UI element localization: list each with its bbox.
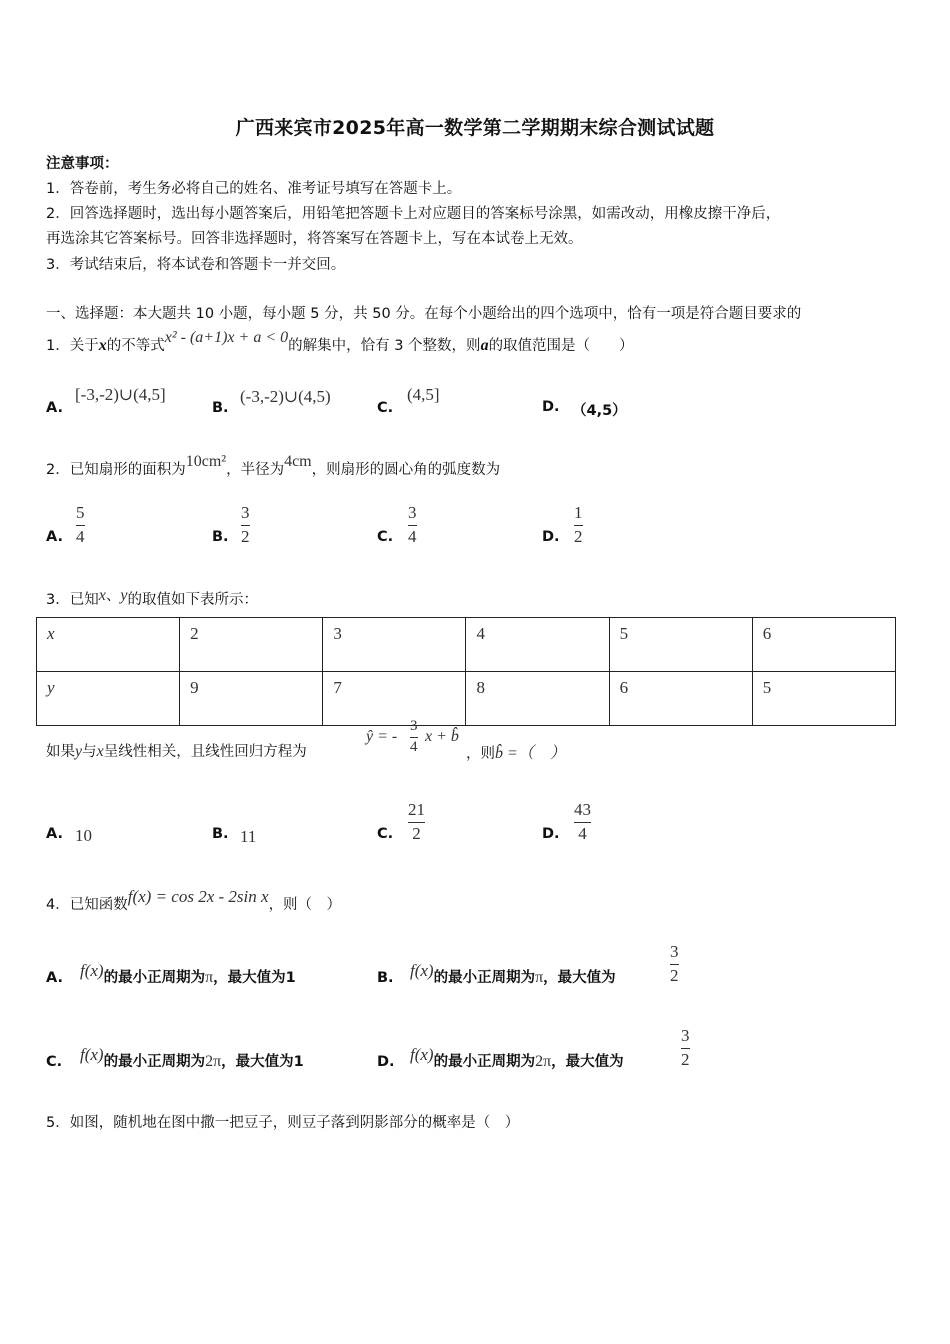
q4-d-max-num: 3: [681, 1026, 690, 1045]
q2-area: 10cm²: [185, 453, 227, 470]
q4-b-fx: f(x): [410, 961, 434, 980]
q4-suffix: ，则（ ）: [268, 897, 342, 913]
q3-ask: [466, 740, 566, 763]
table-cell: 9: [180, 672, 323, 726]
table-cell: 4: [466, 618, 609, 672]
q3-option-c-label: C.: [377, 826, 394, 842]
q2-option-d-label: D.: [542, 529, 560, 545]
question-2-stem: [46, 450, 501, 478]
q4-b-max-num: 3: [670, 942, 679, 961]
q2-option-d-fraction: [574, 503, 583, 547]
table-cell: 2: [180, 618, 323, 672]
q4-a-max: 1: [285, 970, 296, 986]
q3-ask-b: b̂ =（ ）: [495, 745, 566, 762]
q4-d-max-text: ，最大值为: [551, 1054, 624, 1070]
table-cell: 3: [323, 618, 466, 672]
q4-b-period: π: [535, 969, 544, 986]
question-1-stem: [46, 329, 634, 355]
q4-option-d: [410, 1044, 624, 1070]
notice-heading: 注意事项：: [46, 156, 119, 172]
table-row: [37, 672, 896, 726]
q3-option-a: 10: [75, 826, 92, 845]
q3-option-d-fraction: [574, 800, 591, 844]
q2-suffix: ，则扇形的圆心角的弧度数为: [311, 462, 501, 478]
q1-option-b-label: B.: [212, 400, 229, 416]
q1-option-c: (4,5]: [407, 385, 440, 404]
q3-c-num: 21: [408, 800, 425, 819]
q3-option-a-label: A.: [46, 826, 63, 842]
q4-option-b-label: B.: [377, 970, 394, 986]
xy-table: [36, 617, 896, 726]
q2-option-c-label: C.: [377, 529, 394, 545]
q4-c-period: 2π: [205, 1053, 222, 1070]
q3-prefix: 3．已知: [46, 592, 99, 608]
q1-var-a: a: [480, 337, 489, 354]
q1-option-b: (-3,-2)∪(4,5): [240, 387, 331, 406]
q1-mid: 的不等式: [106, 338, 165, 354]
q4-option-b-max-fraction: [670, 942, 679, 986]
table-cell: 8: [466, 672, 609, 726]
q2-d-den: 2: [574, 527, 583, 546]
q3-condition: [46, 740, 307, 761]
q1-inequality: x² - (a+1)x + a < 0: [164, 329, 289, 346]
q1-option-a: [-3,-2)∪(4,5]: [75, 385, 166, 404]
q1-var-x: x: [98, 337, 107, 354]
q4-option-b: [410, 960, 616, 986]
q2-prefix: 2．已知扇形的面积为: [46, 462, 186, 478]
q4-d-period-text: 的最小正周期为: [433, 1054, 536, 1070]
q3-eq-num: 3: [410, 718, 418, 734]
table-cell: 6: [752, 618, 895, 672]
q3-eq-rhs: x + b̂: [425, 728, 459, 745]
q3-x: x: [98, 587, 106, 604]
q2-option-c-fraction: [408, 503, 417, 547]
q4-c-fx: f(x): [80, 1045, 104, 1064]
q3-eq-lhs: ŷ = -: [366, 728, 398, 745]
q4-a-fx: f(x): [80, 961, 104, 980]
notice-item-3: 3．考试结束后，将本试卷和答题卡一并交回。: [46, 257, 346, 273]
q3-option-b-label: B.: [212, 826, 229, 842]
question-3-stem: [46, 584, 258, 608]
q2-c-den: 4: [408, 527, 417, 546]
q3-d-num: 43: [574, 800, 591, 819]
q3-option-c-fraction: [408, 800, 425, 844]
q4-d-fx: f(x): [410, 1045, 434, 1064]
q4-option-c-label: C.: [46, 1054, 63, 1070]
q3-cond3: 呈线性相关，且线性回归方程为: [103, 744, 307, 760]
q2-a-num: 5: [76, 503, 85, 522]
q3-cond-y: y: [75, 743, 83, 760]
table-cell: 5: [609, 618, 752, 672]
q4-option-d-label: D.: [377, 1054, 395, 1070]
q2-option-a-label: A.: [46, 529, 63, 545]
q4-a-max-text: ，最大值为: [213, 970, 286, 986]
q4-option-a: [80, 960, 296, 986]
q3-cond1: 如果: [46, 744, 75, 760]
q4-c-period-text: 的最小正周期为: [103, 1054, 206, 1070]
section-heading: 一、选择题：本大题共 10 小题，每小题 5 分，共 50 分。在每个小题给出的四个选项中，恰有一项是符合题目要求的: [46, 306, 802, 322]
q4-option-a-label: A.: [46, 970, 63, 986]
q4-option-c: [80, 1044, 304, 1070]
q3-eq-fraction: [410, 718, 418, 756]
q1-option-d: （4,5）: [572, 403, 627, 419]
q2-mid: ，半径为: [226, 462, 285, 478]
q3-option-b: 11: [240, 827, 257, 846]
q1-option-c-label: C.: [377, 400, 394, 416]
q1-prefix: 1．关于: [46, 338, 99, 354]
q2-option-b-label: B.: [212, 529, 229, 545]
page-title: 广西来宾市2025年高一数学第二学期期末综合测试试题: [235, 117, 715, 139]
q2-option-b-fraction: [241, 503, 250, 547]
table-cell: 6: [609, 672, 752, 726]
q3-suffix: 的取值如下表所示：: [127, 592, 258, 608]
q1-option-a-label: A.: [46, 400, 63, 416]
notice-item-2-cont: 再选涂其它答案标号。回答非选择题时，将答案写在答题卡上，写在本试卷上无效。: [46, 231, 583, 247]
q4-a-period: π: [205, 969, 214, 986]
q4-b-period-text: 的最小正周期为: [433, 970, 536, 986]
q3-sep: 、: [105, 588, 121, 604]
table-cell: 5: [752, 672, 895, 726]
q4-d-max-den: 2: [681, 1050, 690, 1069]
q3-y: y: [120, 587, 128, 604]
q4-c-max: 1: [293, 1054, 304, 1070]
question-5-stem: 5．如图，随机地在图中撒一把豆子，则豆子落到阴影部分的概率是（ ）: [46, 1115, 520, 1131]
q2-b-den: 2: [241, 527, 250, 546]
q3-cond-x: x: [96, 743, 104, 760]
q4-function: f(x) = cos 2x - 2sin x: [127, 887, 269, 906]
q2-a-den: 4: [76, 527, 85, 546]
q3-eq-den: 4: [410, 739, 418, 755]
table-row: [37, 618, 896, 672]
q3-option-d-label: D.: [542, 826, 560, 842]
q4-b-max-den: 2: [670, 966, 679, 985]
q1-suffix2: 的取值范围是（ ）: [488, 338, 634, 354]
q4-option-d-max-fraction: [681, 1026, 690, 1070]
notice-item-1: 1．答卷前，考生务必将自己的姓名、准考证号填写在答题卡上。: [46, 181, 462, 197]
table-cell: 7: [323, 672, 466, 726]
q4-b-max-text: ，最大值为: [543, 970, 616, 986]
q1-option-d-label: D.: [542, 399, 560, 415]
notice-item-2: 2．回答选择题时，选出每小题答案后，用铅笔把答题卡上对应题目的答案标号涂黑，如需改动，用橡皮擦干净后，: [46, 206, 781, 222]
q2-d-num: 1: [574, 503, 583, 522]
q2-c-num: 3: [408, 503, 417, 522]
q2-option-a-fraction: [76, 503, 85, 547]
q2-radius: 4cm: [284, 453, 312, 470]
q3-d-den: 4: [578, 824, 587, 843]
table-header-x: x: [37, 618, 180, 672]
q1-suffix1: 的解集中，恰有 3 个整数，则: [288, 338, 481, 354]
q4-d-period: 2π: [535, 1053, 552, 1070]
q4-c-max-text: ，最大值为: [221, 1054, 294, 1070]
q4-prefix: 4．已知函数: [46, 897, 128, 913]
q2-b-num: 3: [241, 503, 250, 522]
q4-a-period-text: 的最小正周期为: [103, 970, 206, 986]
question-4-stem: [46, 886, 342, 913]
q3-ask-text: ，则: [466, 746, 495, 762]
q3-c-den: 2: [412, 824, 421, 843]
table-header-y: y: [37, 672, 180, 726]
q3-cond2: 与: [82, 744, 97, 760]
